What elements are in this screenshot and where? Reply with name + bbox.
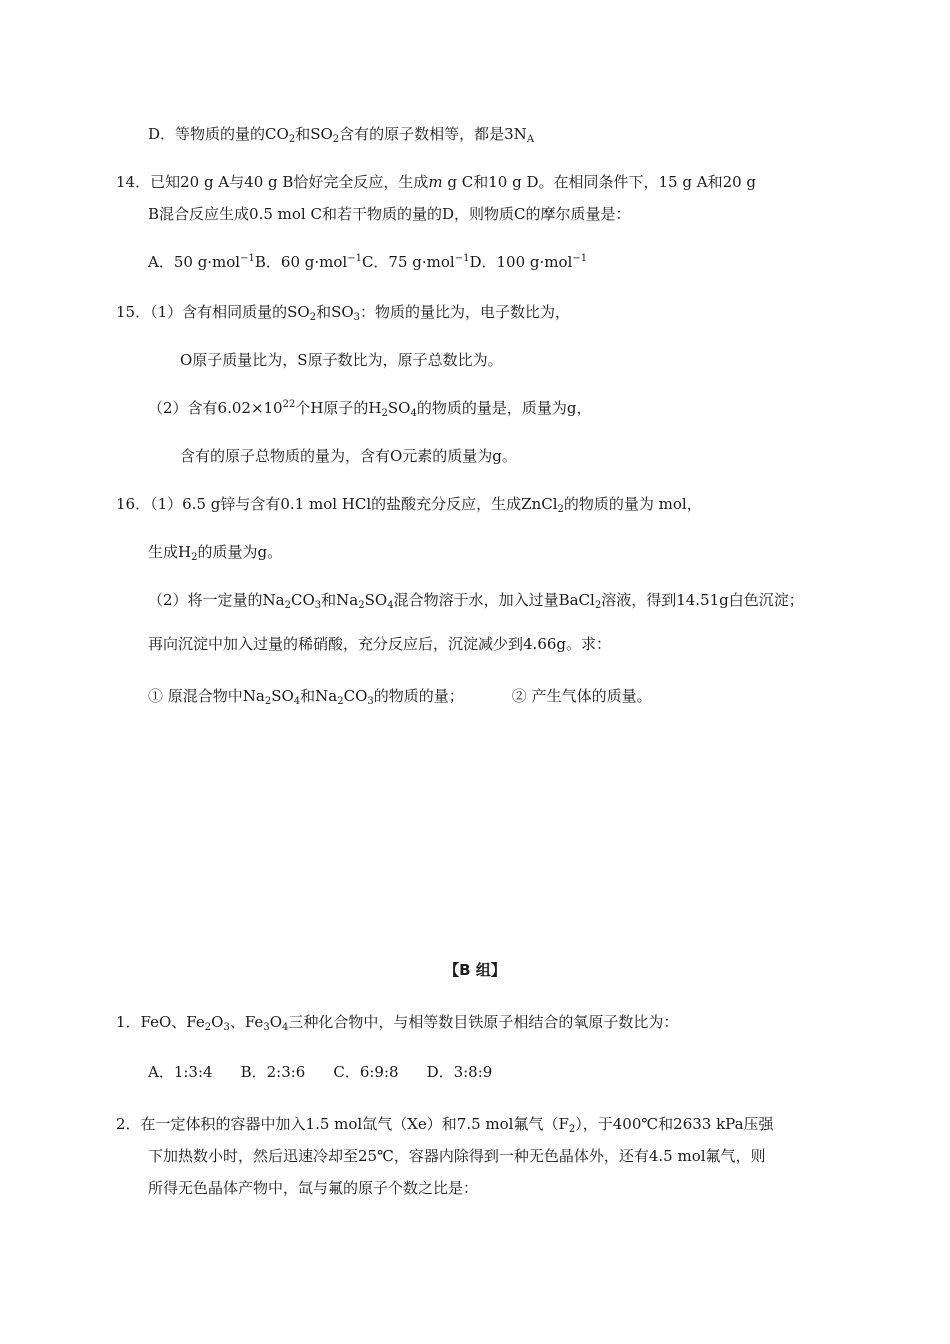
q16-subquestion-1: ① 原混合物中$Na_2SO_4$和$Na_2CO_3$的物质的量； (148, 687, 464, 707)
q13-option-d: D．等物质的量的$CO_2$和$SO_2$含有的原子数相等，都是$3N_A$ (148, 125, 535, 145)
b2-stem-line2: 下加热数小时，然后迅速冷却至25℃，容器内除得到一种无色晶体外，还有4.5 mol氟气，则 (148, 1147, 766, 1165)
q16-part2-subquestions (148, 686, 652, 706)
b1-options (148, 1062, 492, 1082)
q15-part1-line2: O原子质量比为，S原子数比为，原子总数比为。 (180, 351, 503, 369)
b2-stem-line1: 2．在一定体积的容器中加入1.5 mol氙气（Xe）和7.5 mol氟气$(F_2)$，于400℃和2633 kPa压强 (116, 1115, 774, 1135)
group-b-heading: 【B 组】 (444, 961, 506, 979)
q14-stem-line2: B混合反应生成0.5 mol C和若干物质的量的D，则物质C的摩尔质量是： (148, 205, 631, 223)
q16-part1-line1: 16．（1）6.5 g锌与含有0.1 mol HCl的盐酸充分反应，生成ZnCl$_2$的物质的量为 mol， (116, 495, 702, 515)
b1-option-c: C．6:9:8 (333, 1063, 399, 1081)
q14-option-d: D．100 g·mol$^{-1}$ (469, 253, 588, 271)
q16-part1-line2: 生成$H_2$的质量为g。 (148, 543, 283, 563)
q16-part2-line2: 再向沉淀中加入过量的稀硝酸，充分反应后，沉淀减少到4.66g。求： (148, 635, 612, 653)
q15-part1-line1: 15．（1）含有相同质量的$SO_2$和$SO_3$：物质的量比为，电子数比为， (116, 303, 571, 323)
q15-part2-line1: （2）含有$6.02\times 10^{22}$个H原子的$H_2SO_4$的物质的量是，质量为g， (148, 399, 592, 419)
q14-option-a: A．50 g·mol$^{-1}$ (148, 253, 255, 271)
q14-options (148, 252, 587, 272)
b2-stem-line3: 所得无色晶体产物中，氙与氟的原子个数之比是： (148, 1179, 479, 1197)
b1-option-a: A．1:3:4 (148, 1063, 213, 1081)
b1-option-d: D．3:8:9 (426, 1063, 493, 1081)
q14-option-b: B．60 g·mol$^{-1}$ (254, 253, 362, 271)
q15-part2-line2: 含有的原子总物质的量为，含有O元素的质量为g。 (180, 447, 517, 465)
b1-stem: 1．FeO、$Fe_2O_3$、$Fe_3O_4$三种化合物中，与相等数目铁原子相结合的氧原子数比为： (116, 1013, 679, 1033)
q16-part2-line1: （2）将一定量的$Na_2CO_3$和$Na_2SO_4$混合物溶于水，加入过量BaCl$_2$溶液，得到14.51g白色沉淀； (148, 591, 804, 611)
b1-option-b: B．2:3:6 (240, 1063, 306, 1081)
q16-subquestion-2: ② 产生气体的质量。 (511, 687, 652, 705)
q14-stem-line1: 14．已知20 g A与40 g B恰好完全反应，生成m g C和10 g D。在相同条件下，15 g A和20 g (116, 173, 757, 191)
q14-option-c: C．75 g·mol$^{-1}$ (361, 253, 470, 271)
